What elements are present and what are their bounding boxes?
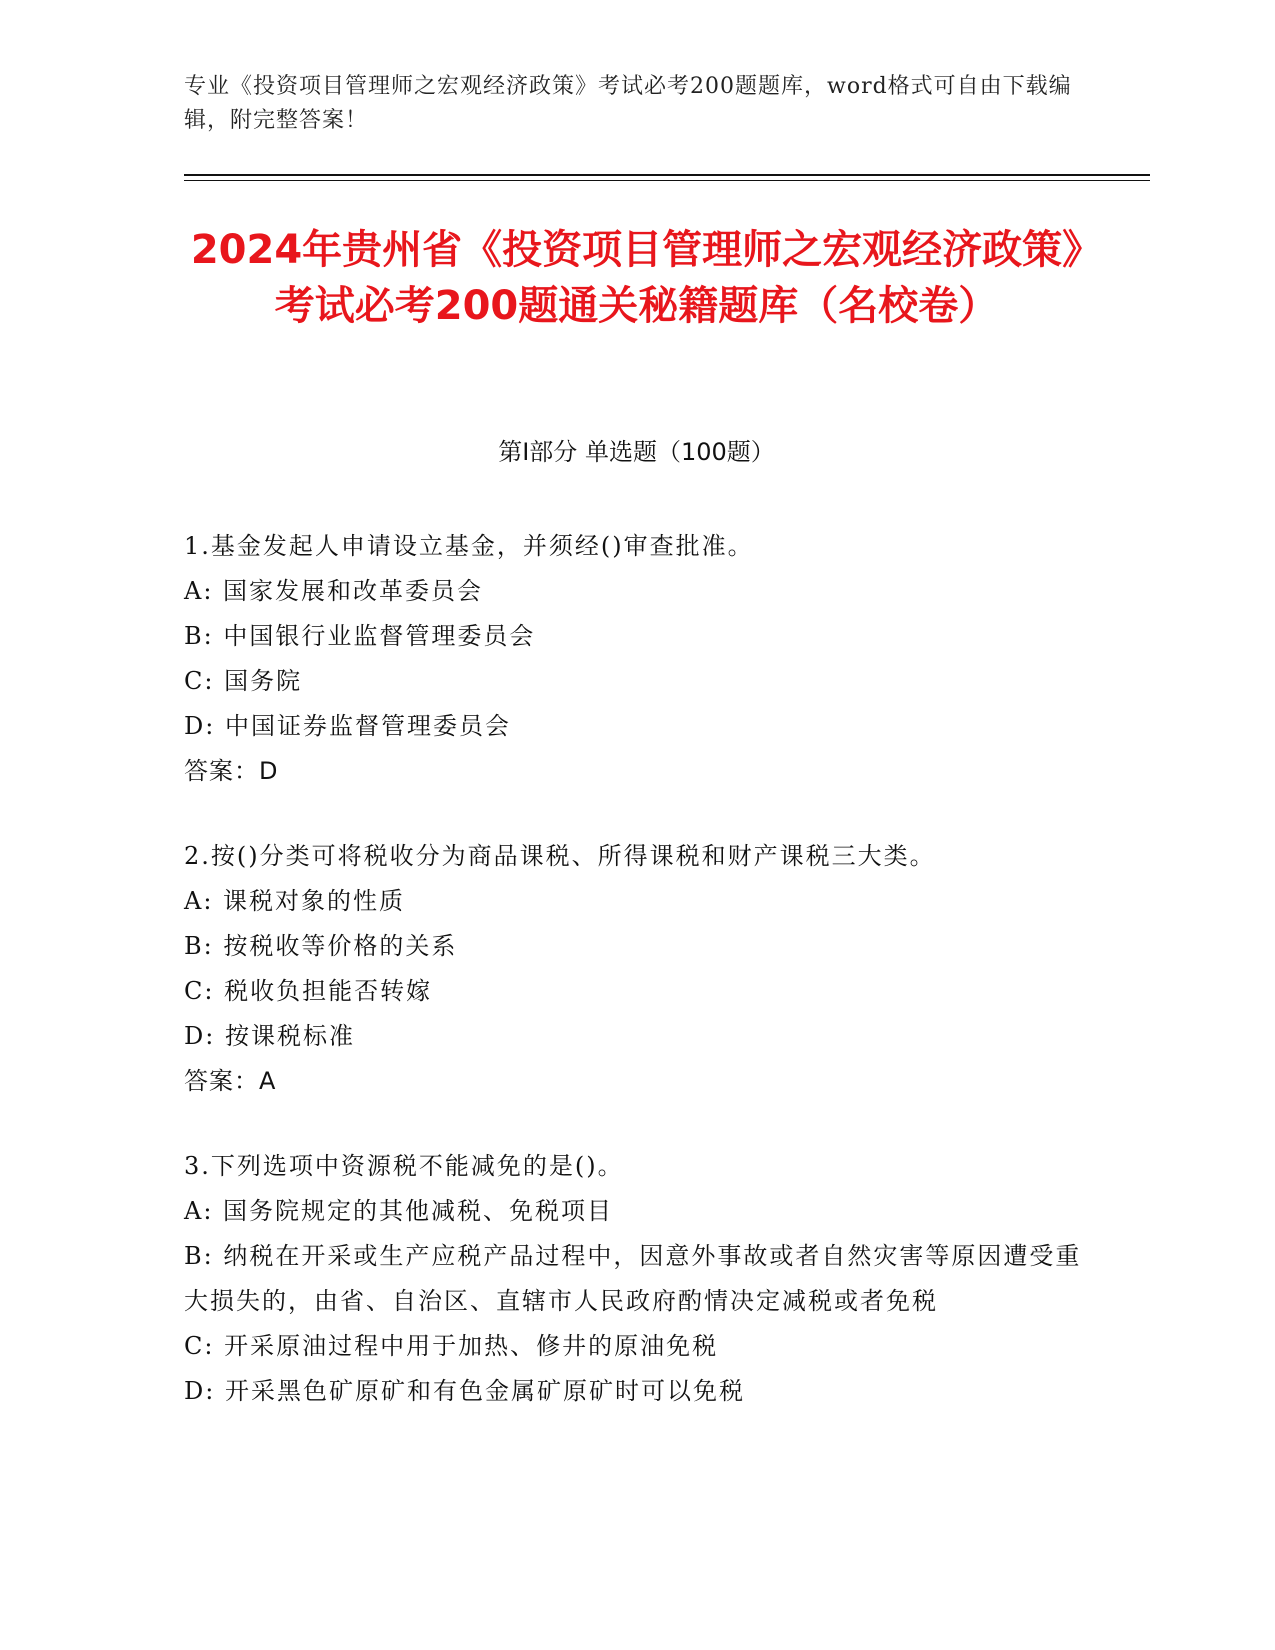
option-c: C: 开采原油过程中用于加热、修井的原油免税 (184, 1332, 719, 1360)
option-d: D: 开采黑色矿原矿和有色金属矿原矿时可以免税 (184, 1377, 745, 1405)
header-rule-thin (184, 180, 1150, 181)
question-stem: 2.按()分类可将税收分为商品课税、所得课税和财产课税三大类。 (184, 842, 936, 870)
option-c: C: 税收负担能否转嫁 (184, 977, 433, 1005)
header-note: 专业《投资项目管理师之宏观经济政策》考试必考200题题库，word格式可自由下载编辑，附完整答案！ (184, 74, 1072, 133)
option-b: B: 中国银行业监督管理委员会 (184, 622, 536, 650)
question-stem: 1.基金发起人申请设立基金，并须经()审查批准。 (184, 532, 754, 560)
answer: 答案：D (184, 757, 279, 785)
question-3 (184, 1144, 1089, 1414)
document-title: 2024年贵州省《投资项目管理师之宏观经济政策》考试必考200题通关秘籍题库（名校卷） (190, 227, 1083, 329)
option-c: C: 国务院 (184, 667, 303, 695)
question-1 (184, 524, 1089, 794)
option-a: A: 课税对象的性质 (184, 887, 406, 915)
question-list (184, 524, 1089, 1454)
option-d: D: 中国证券监督管理委员会 (184, 712, 511, 740)
question-stem: 3.下列选项中资源税不能减免的是()。 (184, 1152, 624, 1180)
option-a: A: 国务院规定的其他减税、免税项目 (184, 1197, 614, 1225)
section-heading: 第I部分 单选题（100题） (498, 438, 775, 466)
question-2 (184, 834, 1089, 1104)
option-b: B: 纳税在开采或生产应税产品过程中，因意外事故或者自然灾害等原因遭受重大损失的，由省、自治区、直辖市人民政府酌情决定减税或者免税 (184, 1242, 1082, 1315)
option-d: D: 按课税标准 (184, 1022, 355, 1050)
header-rule-thick (184, 174, 1150, 176)
option-b: B: 按税收等价格的关系 (184, 932, 458, 960)
answer: 答案：A (184, 1067, 277, 1095)
option-a: A: 国家发展和改革委员会 (184, 577, 484, 605)
